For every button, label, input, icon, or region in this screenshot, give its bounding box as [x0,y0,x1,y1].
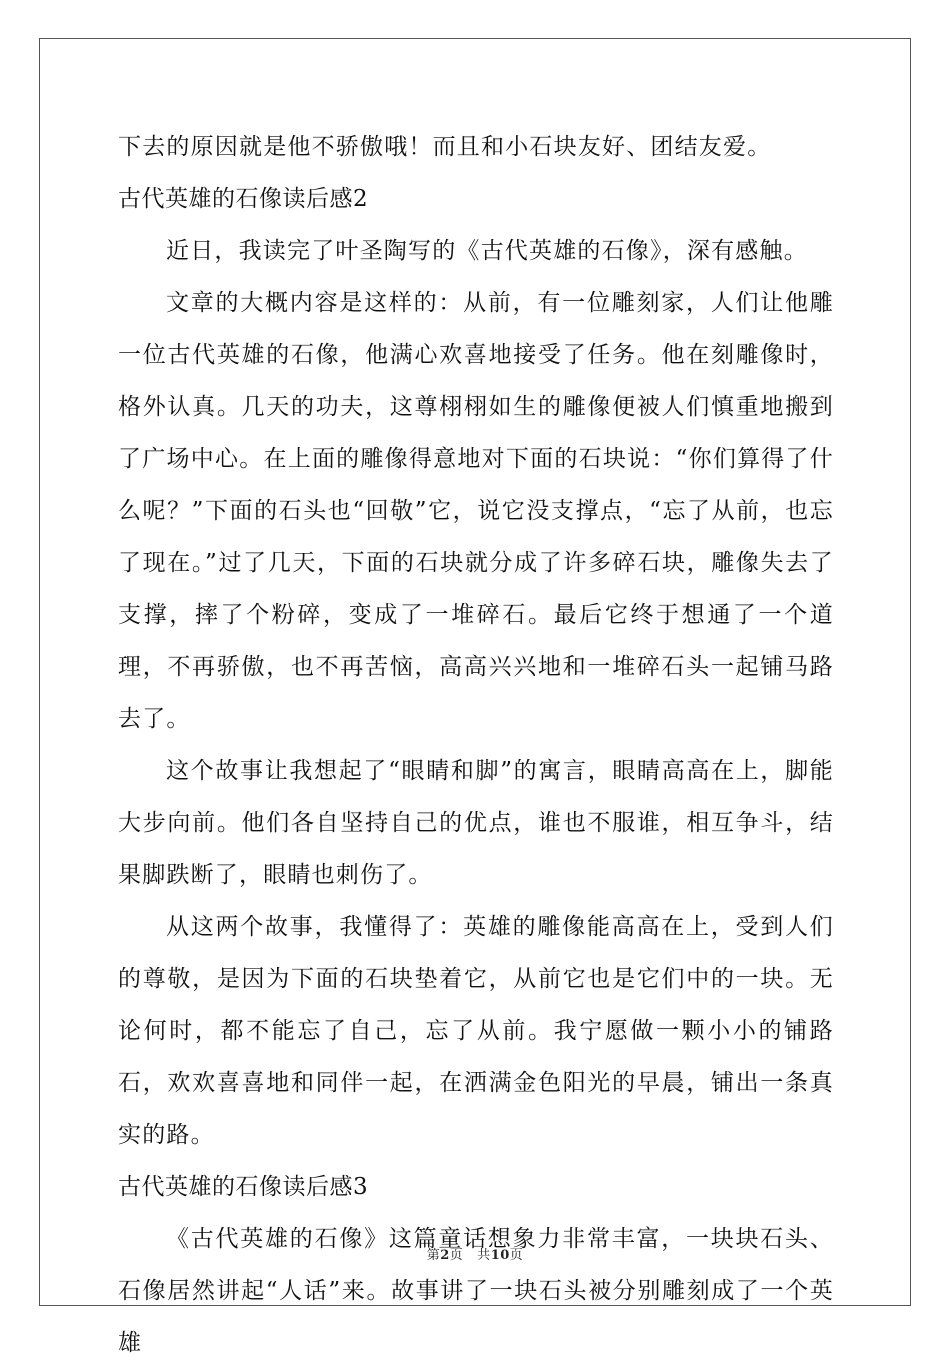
paragraph: 《古代英雄的石像》这篇童话想象力非常丰富，一块块石头、石像居然讲起“人话”来。故事讲了一块石头被分别雕刻成了一个英雄 [118,1226,834,1356]
paragraph: 文章的大概内容是这样的：从前，有一位雕刻家，人们让他雕一位古代英雄的石像，他满心欢喜地接受了任务。他在刻雕像时，格外认真。几天的功夫，这尊栩栩如生的雕像便被人们慎重地搬到了广场中心。在上面的雕像得意地对下面的石块说：“你们算得了什么呢？”下面的石头也“回敬”它，说它没支撑点，“忘了从前，也忘了现在。”过了几天，下面的石块就分成了许多碎石块，雕像失去了支撑，摔了个粉碎，变成了一堆碎石。最后它终于想通了一个道理，不再骄傲，也不再苦恼，高高兴兴地和一堆碎石头一起铺马路去了。 [118,290,834,732]
paragraph: 这个故事让我想起了“眼睛和脚”的寓言，眼睛高高在上，脚能大步向前。他们各自坚持自己的优点，谁也不服谁，相互争斗，结果脚跌断了，眼睛也刺伤了。 [118,758,834,888]
total-page-count: 10 [490,1248,510,1263]
current-page-number: 2 [440,1248,450,1263]
footer-total-prefix: 共 [477,1248,491,1263]
footer-prefix: 第 [426,1248,441,1263]
document-body [118,121,834,1369]
section-heading-3: 古代英雄的石像读后感3 [118,1174,369,1200]
footer-page-suffix: 页 [449,1248,464,1263]
paragraph-continued: 下去的原因就是他不骄傲哦！而且和小石块友好、团结友爱。 [118,134,772,160]
paragraph: 近日，我读完了叶圣陶写的《古代英雄的石像》，深有感触。 [166,238,808,264]
paragraph: 从这两个故事，我懂得了：英雄的雕像能高高在上，受到人们的尊敬，是因为下面的石块垫着它，从前它也是它们中的一块。无论何时，都不能忘了自己，忘了从前。我宁愿做一颗小小的铺路石，欢欢喜喜地和同伴一起，在洒满金色阳光的早晨，铺出一条真实的路。 [118,914,834,1148]
page-footer [0,1244,950,1263]
section-heading-2: 古代英雄的石像读后感2 [118,186,369,212]
footer-total-suffix: 页 [509,1248,524,1263]
